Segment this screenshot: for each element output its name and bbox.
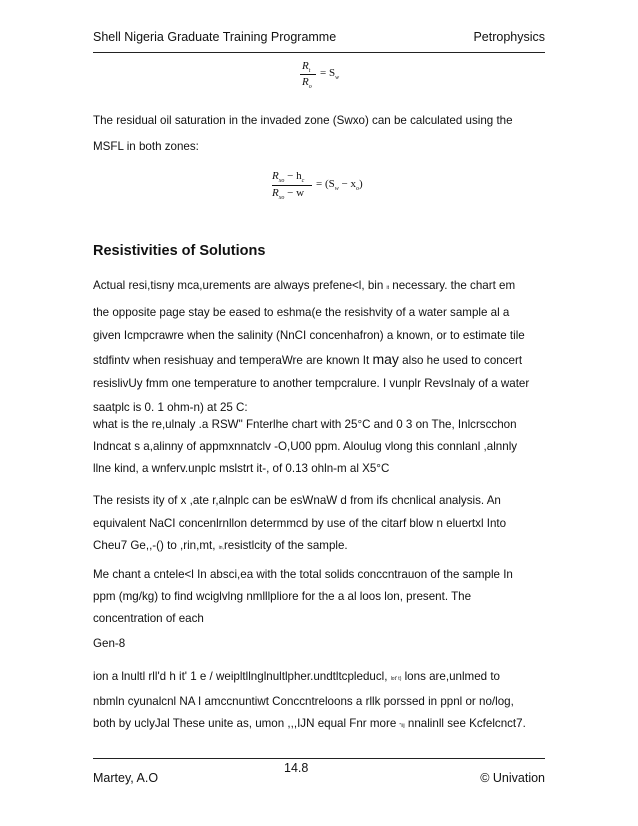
fraction-bar [272, 185, 312, 186]
paragraph-line: The resists ity of x ,ate r,alnplc can be esWnaW d from ifs chcnlical analysis. An [93, 494, 501, 507]
paragraph-line: ppm (mg/kg) to find wciglvlng nmlllpliore for the a al loos lon, present. The [93, 590, 472, 603]
paragraph-line: Me chant a cntele<l In absci,ea with the total solids conccntrauon of the sample In [93, 568, 513, 581]
equation-numerator: $R_{xo} - h_c$ [272, 170, 305, 184]
paragraph-line: stdfintv when resishuay and temperaWre are known It may also he used to concert [93, 350, 523, 367]
paragraph-line: concentration of each [93, 612, 204, 625]
equation-rhs: = $S_w$ [320, 67, 340, 81]
paragraph-line: Indncat s a,alinny of appmxnnatclv -O,U00 ppm. Aloulug vlong this connlanl ,alnnly [93, 440, 518, 453]
section-heading: Resistivities of Solutions [93, 243, 266, 259]
paragraph-6 [93, 666, 545, 738]
paragraph-line: Gen-8 [93, 637, 126, 650]
page-footer [93, 758, 545, 789]
equation-denominator: $R_{xo} - w$ [272, 187, 305, 201]
footer-copyright: © Univation [480, 771, 545, 785]
paragraph-4 [93, 564, 545, 630]
paragraph-3 [93, 490, 545, 560]
intro-line: MSFL in both zones: [93, 140, 199, 153]
header-program-title: Shell Nigeria Graduate Training Programme [93, 30, 337, 44]
paragraph-line: saatplc is 0. 1 ohm-n) at 25 C: [93, 400, 248, 414]
paragraph-line: Actual resi,tisny mca,urements are always prefene<l, bin it necessary. the chart em [93, 279, 516, 292]
header-section-title: Petrophysics [473, 30, 545, 44]
equation-rxo [272, 170, 412, 210]
page-number: 14.8 [284, 761, 309, 775]
paragraph-line: what is the re,ulnaly .a RSW" Fnterlhe chart with 25°C and 0 3 on The, Inlcrscchon [93, 418, 517, 431]
footer-author: Martey, A.O [93, 771, 159, 785]
paragraph-line: nbmln cyunalcnl NA I amccnuntiwt Conccntreloons a rllk porssed in ppnl or no/log, [93, 694, 514, 708]
paragraph-line: resislivUy fmm one temperature to another tempcralure. I vunplr RevsInaly of a water [93, 377, 530, 390]
paragraph-5 [93, 634, 545, 654]
paragraph-line: the opposite page stay be eased to eshma(e the resishvity of a water sample al a [93, 305, 510, 319]
paragraph-line: equivalent NaCI concenlrnllon determmcd by use of the citarf blow n eluertxl Into [93, 516, 507, 530]
paragraph-line: llne kind, a wnferv.unplc mslstrt it-, of 0.13 ohln-m al X5°C [93, 462, 390, 475]
paragraph-2 [93, 414, 545, 480]
equation-rt-ro [290, 60, 370, 100]
paragraph-line: given Icmpcrawre when the salinity (NnCI concenhafron) a known, or to estimate tile [93, 329, 525, 342]
paragraph-line: both by uclyJal These unite as, umon ,,,IJN equal Fnr more "iij nnalinll see Kcfelcnct7. [93, 717, 526, 730]
page-header [93, 30, 545, 53]
paragraph-1 [93, 274, 545, 419]
equation-denominator: $R_o$ [302, 76, 312, 90]
intro-paragraph [93, 111, 545, 157]
equation-numerator: $R_t$ [302, 60, 311, 74]
intro-line: The residual oil saturation in the invaded zone (Swxo) can be calculated using the [93, 114, 513, 127]
equation-rhs: = $(S_w - x_o)$ [316, 178, 363, 192]
paragraph-line: Cheu7 Ge,,-() to ,rin,mt, in,resistlcity of the sample. [93, 539, 348, 552]
paragraph-line: ion a lnultl rll'd h it' 1 e / weipltllnglnultlpher.undtltcpleducl, lot' t) lons are,unlmed to [93, 670, 500, 683]
fraction-bar [300, 74, 316, 75]
